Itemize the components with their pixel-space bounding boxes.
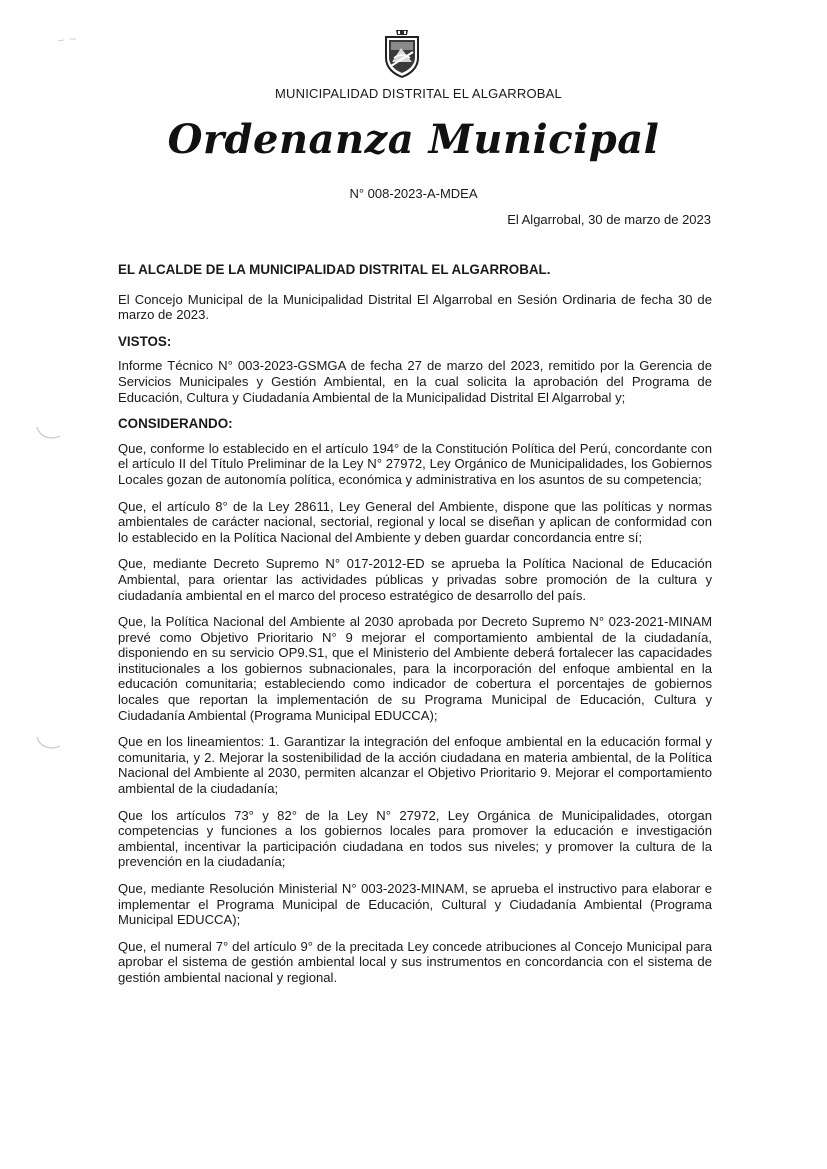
considerando-paragraph: Que, la Política Nacional del Ambiente al 2030 aprobada por Decreto Supremo N° 023-2021-MINAM prevé como Objetivo Prioritario N° 9 mejorar el comportamiento ambiental de la ciudadanía, disponiendo en su servicio OP9.S1, que el Ministerio del Ambiente deberá fortalecer las capacidades institucionales a los gobiernos subnacionales, para la incorporación del enfoque ambiental en la educación comunitaria; estableciendo como indicador de cobertura el porcentajes de gobiernos locales que reportan la implementación de su Programa Municipal de Educación, Cultura y Ciudadanía Ambiental (Programa Municipal EDUCCA); — [118, 614, 712, 723]
document-date: El Algarrobal, 30 de marzo de 2023 — [507, 212, 711, 227]
considerando-paragraph: Que, mediante Resolución Ministerial N° 003-2023-MINAM, se aprueba el instructivo para elaborar e implementar el Programa Municipal de Educación, Cultural y Ciudadanía Ambiental (Programa Municipal EDUCCA); — [118, 881, 712, 928]
scan-speck — [56, 36, 80, 44]
considerando-paragraph: Que los artículos 73° y 82° de la Ley N° 27972, Ley Orgánica de Municipalidades, otorgan competencias y funciones a los gobiernos locales para promover la educación e investigación ambiental, incentivar la participación ciudadana en todos sus niveles; y promover la cultura de la prevención en la ciudadanía; — [118, 807, 712, 870]
intro-paragraph: El Concejo Municipal de la Municipalidad Distrital El Algarrobal en Sesión Ordinaria de fecha 30 de marzo de 2023. — [118, 291, 712, 323]
considerando-heading: CONSIDERANDO: — [118, 416, 233, 432]
document-number: N° 008-2023-A-MDEA — [349, 186, 478, 201]
municipal-crest-icon — [382, 28, 422, 78]
municipality-name: MUNICIPALIDAD DISTRITAL EL ALGARROBAL — [275, 86, 562, 101]
considerando-paragraph: Que, el artículo 8° de la Ley 28611, Ley General del Ambiente, dispone que las políticas y normas ambientales de carácter nacional, sectorial, regional y local se diseñan y aplican de conformidad con lo establecido en la Política Nacional del Ambiente y deben guardar concordancia entre sí; — [118, 498, 712, 545]
considerando-paragraph: Que en los lineamientos: 1. Garantizar la integración del enfoque ambiental en la educación formal y comunitaria, y 2. Mejorar la sostenibilidad de la acción ciudadana en materia ambiental, de la Política Nacional del Ambiente al 2030, permiten alcanzar el Objetivo Prioritario 9. Mejorar el comportamiento ambiental de la ciudadanía; — [118, 734, 712, 797]
authority-heading: EL ALCALDE DE LA MUNICIPALIDAD DISTRITAL EL ALGARROBAL. — [118, 262, 551, 277]
document-body — [118, 262, 712, 997]
considerando-paragraph: Que, conforme lo establecido en el artículo 194° de la Constitución Política del Perú, concordante con el artículo II del Título Preliminar de la Ley N° 27972, Ley Orgánico de Municipalidades, los Gobiernos Locales gozan de autonomía política, económica y administrativa en los asuntos de su competencia; — [118, 440, 712, 487]
punch-hole-mark — [34, 734, 64, 754]
punch-hole-mark — [34, 424, 64, 444]
vistos-paragraph: Informe Técnico N° 003-2023-GSMGA de fecha 27 de marzo del 2023, remitido por la Gerencia de Servicios Municipales y Gestión Ambiental, en la cual solicita la aprobación del Programa de Educación, Cultura y Ciudadanía Ambiental de la Municipalidad Distrital El Algarrobal y; — [118, 358, 712, 405]
considerando-paragraph: Que, el numeral 7° del artículo 9° de la precitada Ley concede atribuciones al Concejo Municipal para aprobar el sistema de gestión ambiental local y sus instrumentos en concordancia con el sistema de gestión ambiental nacional y regional. — [118, 938, 712, 985]
document-title: Ordenanza Municipal — [167, 116, 660, 163]
considerando-paragraph: Que, mediante Decreto Supremo N° 017-2012-ED se aprueba la Política Nacional de Educación Ambiental, para orientar las actividades públicas y privadas sobre promoción de la cultura y ciudadanía ambiental en el marco del proceso estratégico de desarrollo del país. — [118, 556, 712, 603]
vistos-heading: VISTOS: — [118, 333, 172, 349]
